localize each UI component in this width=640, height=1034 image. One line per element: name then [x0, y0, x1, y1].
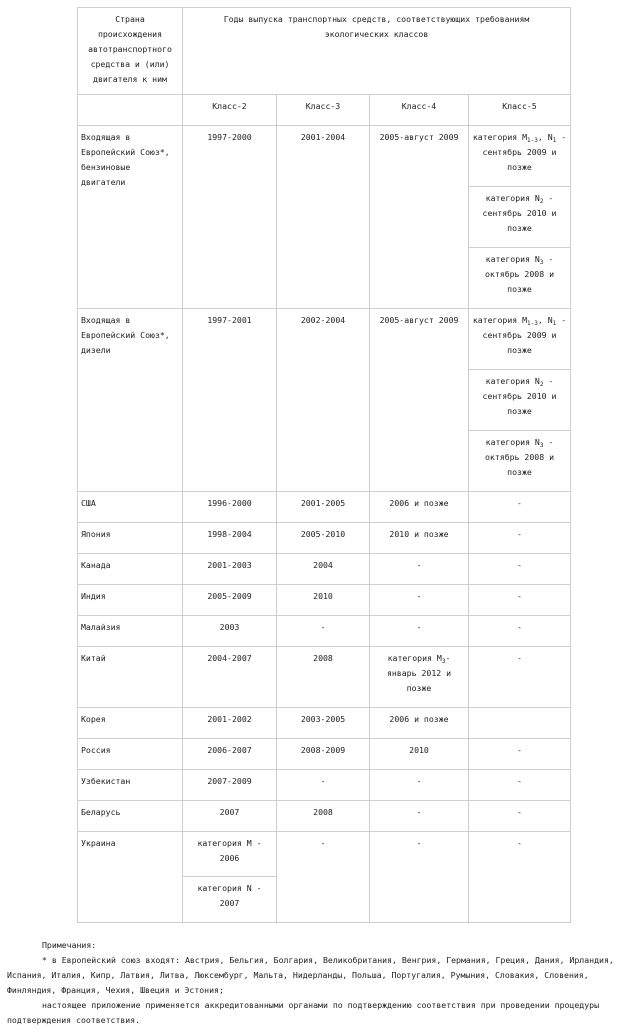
class-5-cell: категория $N_2$ - сентябрь 2010 и позже — [469, 370, 571, 431]
emission-class-table — [77, 7, 571, 923]
class-4-cell: 2010 и позже — [370, 523, 469, 554]
country-cell: США — [78, 492, 183, 523]
class-4-cell: - — [370, 770, 469, 801]
class-3-cell: 2008 — [277, 801, 370, 832]
class-4-cell: - — [370, 585, 469, 616]
table-row — [78, 770, 571, 801]
class-2-cell: 1997-2000 — [183, 126, 277, 309]
class-3-cell: - — [277, 770, 370, 801]
country-cell: Канада — [78, 554, 183, 585]
class-4-cell: 2010 — [370, 739, 469, 770]
table-row — [78, 554, 571, 585]
class-3-cell: 2003-2005 — [277, 708, 370, 739]
table-row — [78, 801, 571, 832]
class-3-cell: 2005-2010 — [277, 523, 370, 554]
class-5-cell: - — [469, 801, 571, 832]
class-5-header: Класс-5 — [469, 95, 571, 126]
class-5-cell: категория $N_3$ - октябрь 2008 и позже — [469, 248, 571, 309]
table-row — [78, 492, 571, 523]
country-cell: Россия — [78, 739, 183, 770]
header-row — [78, 8, 571, 95]
class-2-cell: 2007 — [183, 801, 277, 832]
class-4-header: Класс-4 — [370, 95, 469, 126]
table-row-eu-petrol — [78, 126, 571, 187]
class-3-cell: 2001-2005 — [277, 492, 370, 523]
country-cell: Индия — [78, 585, 183, 616]
note-eu-members: * в Европейский союз входят: Австрия, Бельгия, Болгария, Великобритания, Венгрия, Германия, Греция, Дания, Ирландия, Испания, Италия, Кипр, Латвия, Литва, Люксембург, Мальта, Нидерланды, Польша, Португалия, Румыния, Словакия, Словения, Финляндия, Франция, Чехия, Швеция и Эстония; — [7, 955, 614, 995]
class-2-cell: категория M - 2006 — [183, 832, 277, 877]
country-cell: Входящая в Европейский Союз*, бензиновые двигатели — [78, 126, 183, 309]
country-cell: Корея — [78, 708, 183, 739]
table-row — [78, 739, 571, 770]
class-5-cell — [469, 708, 571, 739]
table-row-china — [78, 647, 571, 708]
class-5-cell: - — [469, 616, 571, 647]
country-cell: Беларусь — [78, 801, 183, 832]
class-4-cell: 2006 и позже — [370, 708, 469, 739]
class-3-cell: 2004 — [277, 554, 370, 585]
class-4-cell: 2005-август 2009 — [370, 309, 469, 492]
notes-section — [7, 938, 637, 1028]
class-4-cell: - — [370, 801, 469, 832]
class-5-cell: категория $M_{1-3}$, $N_1$ - сентябрь 2009 и позже — [469, 126, 571, 187]
class-2-cell: 2001-2003 — [183, 554, 277, 585]
class-2-cell: 2006-2007 — [183, 739, 277, 770]
empty-header-cell — [78, 95, 183, 126]
class-5-cell: - — [469, 832, 571, 923]
class-4-cell: - — [370, 832, 469, 923]
class-5-cell: категория $N_3$ - октябрь 2008 и позже — [469, 431, 571, 492]
class-3-cell: 2008-2009 — [277, 739, 370, 770]
table-row-ukraine — [78, 832, 571, 877]
country-cell: Украина — [78, 832, 183, 923]
class-4-cell: 2006 и позже — [370, 492, 469, 523]
table-row — [78, 585, 571, 616]
country-cell: Узбекистан — [78, 770, 183, 801]
class-4-cell: - — [370, 554, 469, 585]
class-3-header: Класс-3 — [277, 95, 370, 126]
note-application: настоящее приложение применяется аккредитованными органами по подтверждению соответствия при проведении процедуры подтверждения соответствия. — [7, 1000, 600, 1025]
table-row — [78, 708, 571, 739]
class-header-row — [78, 95, 571, 126]
class-3-cell: 2002-2004 — [277, 309, 370, 492]
class-3-cell: - — [277, 832, 370, 923]
class-2-cell: категория N - 2007 — [183, 877, 277, 923]
country-cell: Япония — [78, 523, 183, 554]
class-5-cell: категория $N_2$ - сентябрь 2010 и позже — [469, 187, 571, 248]
class-2-cell: 2005-2009 — [183, 585, 277, 616]
country-cell: Входящая в Европейский Союз*, дизели — [78, 309, 183, 492]
class-4-cell: категория $M_3$-январь 2012 и позже — [370, 647, 469, 708]
class-5-cell: - — [469, 523, 571, 554]
class-5-cell: - — [469, 554, 571, 585]
class-5-cell: - — [469, 770, 571, 801]
class-5-cell: - — [469, 585, 571, 616]
country-column-header: Страна происхождения автотранспортного средства и (или) двигателя к ним — [78, 8, 183, 95]
class-2-cell: 1998-2004 — [183, 523, 277, 554]
class-4-cell: 2005-август 2009 — [370, 126, 469, 309]
class-5-cell: - — [469, 739, 571, 770]
country-cell: Малайзия — [78, 616, 183, 647]
class-4-cell: - — [370, 616, 469, 647]
class-2-cell: 1997-2001 — [183, 309, 277, 492]
class-2-cell: 2001-2002 — [183, 708, 277, 739]
class-2-cell: 1996-2000 — [183, 492, 277, 523]
class-5-cell: - — [469, 647, 571, 708]
class-2-cell: 2004-2007 — [183, 647, 277, 708]
class-3-cell: - — [277, 616, 370, 647]
country-cell: Китай — [78, 647, 183, 708]
table-row — [78, 616, 571, 647]
class-2-cell: 2007-2009 — [183, 770, 277, 801]
years-group-header: Годы выпуска транспортных средств, соответствующих требованиям экологических классов — [183, 8, 571, 95]
class-3-cell: 2010 — [277, 585, 370, 616]
table-row-eu-diesel — [78, 309, 571, 370]
table-row — [78, 523, 571, 554]
class-5-cell: - — [469, 492, 571, 523]
class-5-cell: категория $M_{1-3}$, $N_1$ - сентябрь 2009 и позже — [469, 309, 571, 370]
class-2-header: Класс-2 — [183, 95, 277, 126]
notes-title: Примечания: — [42, 940, 97, 950]
class-3-cell: 2001-2004 — [277, 126, 370, 309]
class-2-cell: 2003 — [183, 616, 277, 647]
class-3-cell: 2008 — [277, 647, 370, 708]
